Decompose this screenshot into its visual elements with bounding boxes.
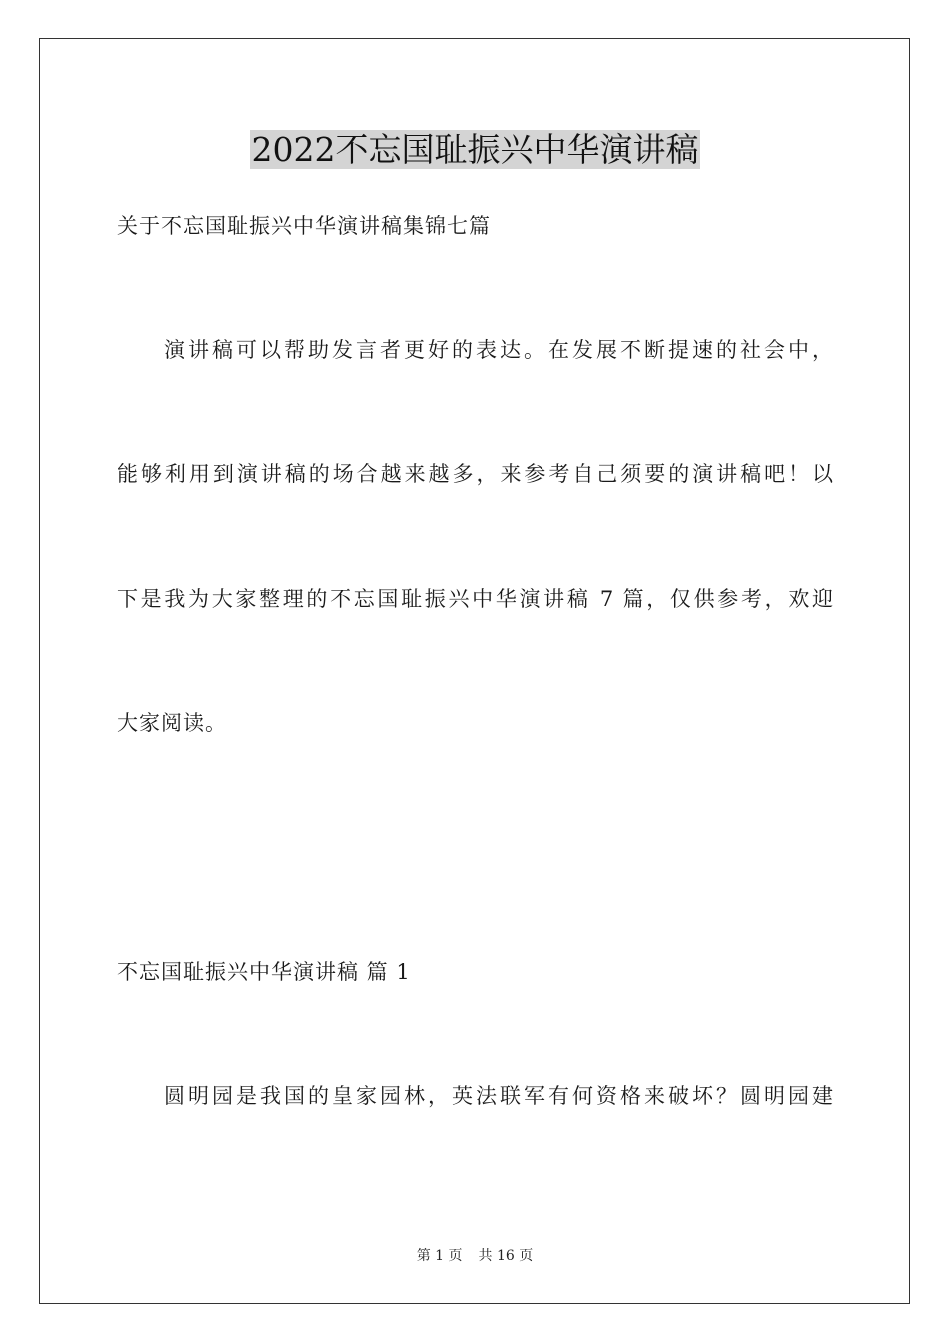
intro-line-3: 下是我为大家整理的不忘国耻振兴中华演讲稿 7 篇，仅供参考，欢迎 bbox=[117, 587, 833, 611]
document-title-text: 2022不忘国耻振兴中华演讲稿 bbox=[251, 130, 699, 169]
intro-line-4: 大家阅读。 bbox=[117, 711, 227, 735]
section-heading: 不忘国耻振兴中华演讲稿 篇 1 bbox=[117, 960, 411, 984]
document-subtitle: 关于不忘国耻振兴中华演讲稿集锦七篇 bbox=[117, 214, 491, 238]
page-footer bbox=[0, 1246, 950, 1266]
page-total: 共 16 页 bbox=[478, 1248, 534, 1264]
intro-line-1: 演讲稿可以帮助发言者更好的表达。在发展不断提速的社会中， bbox=[164, 338, 833, 362]
section-paragraph-line-1: 圆明园是我国的皇家园林，英法联军有何资格来破坏？圆明园建 bbox=[164, 1084, 833, 1108]
page-number: 第 1 页 bbox=[416, 1248, 463, 1264]
intro-line-2: 能够利用到演讲稿的场合越来越多，来参考自己须要的演讲稿吧！以 bbox=[117, 462, 833, 486]
document-title bbox=[0, 128, 950, 172]
